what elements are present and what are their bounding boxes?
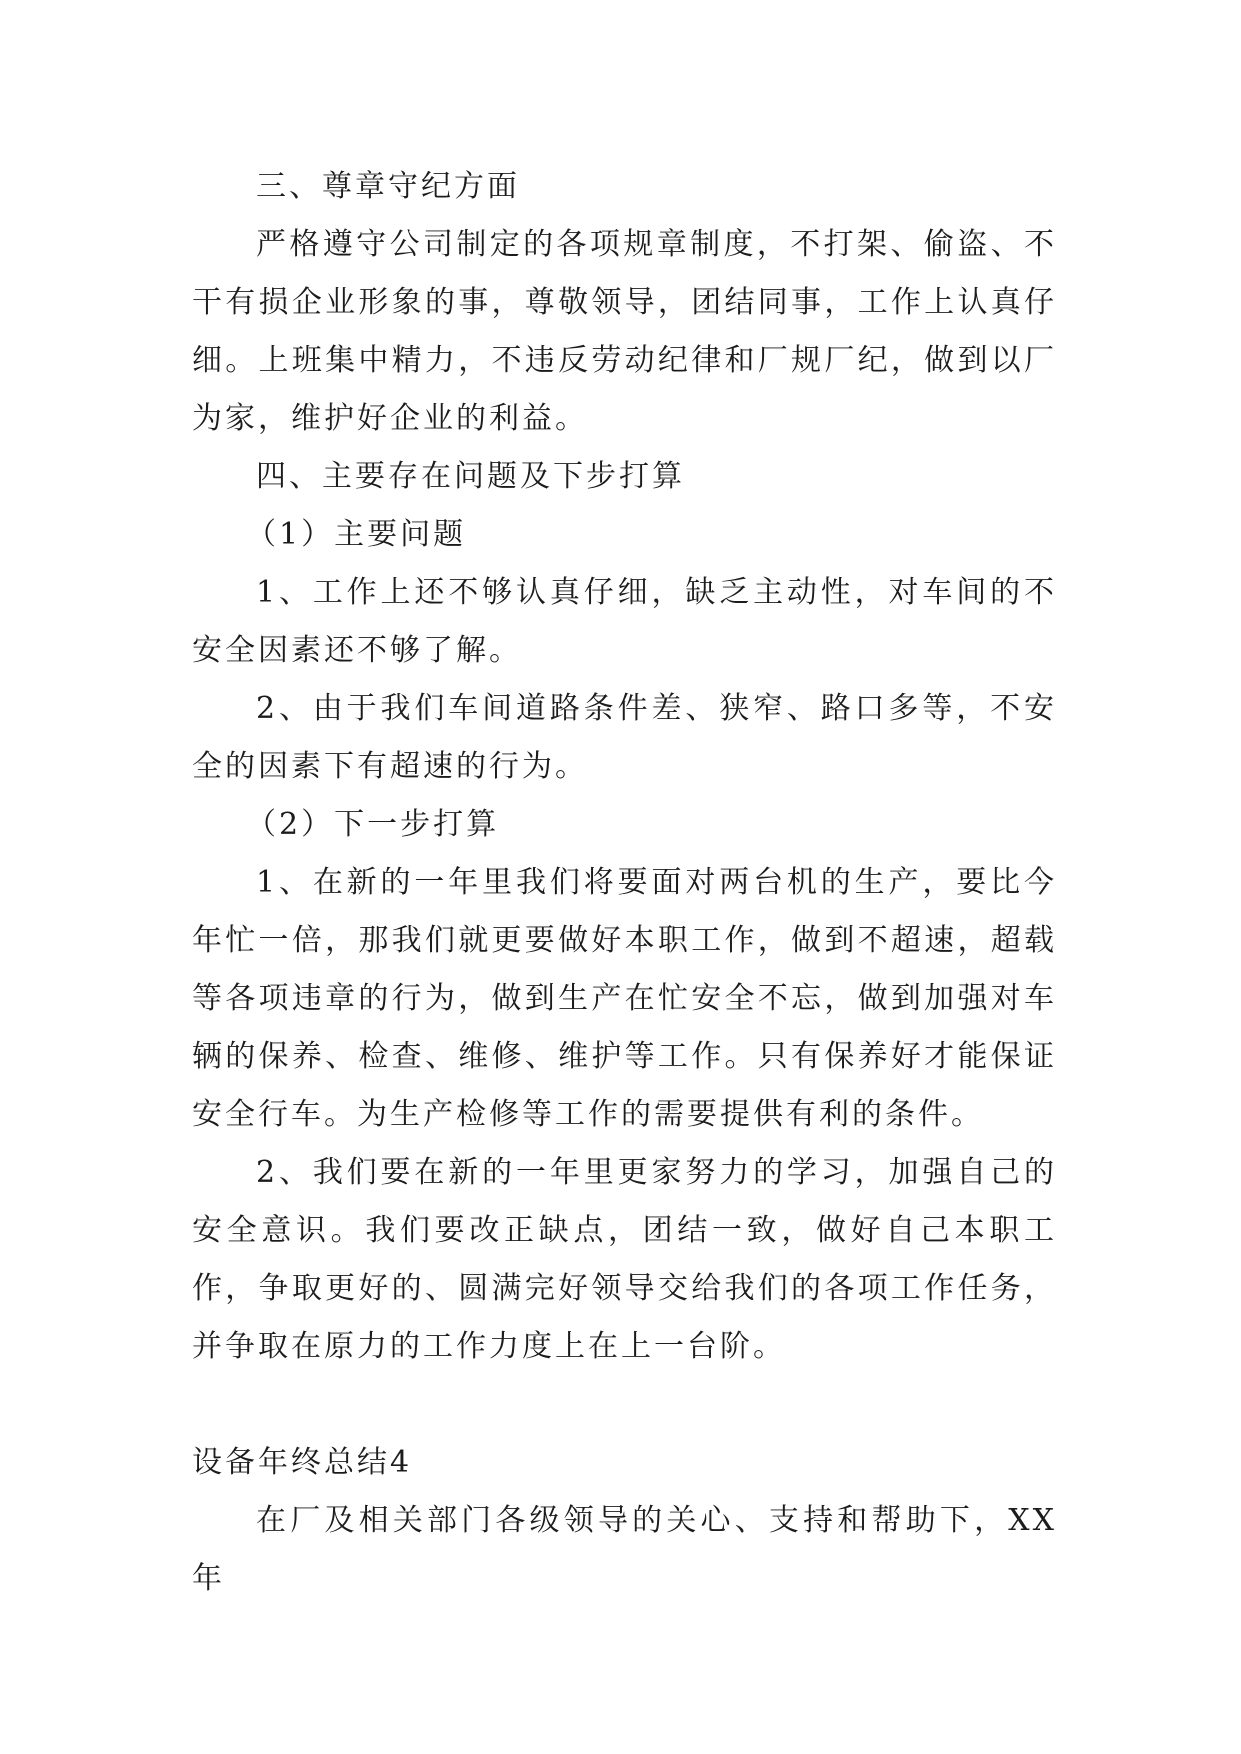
document-body bbox=[192, 158, 1057, 1608]
section-heading-discipline: 三、尊章守纪方面 bbox=[256, 169, 520, 204]
next-section-title: 设备年终总结4 bbox=[192, 1445, 413, 1480]
next-section-first-line: 在厂及相关部门各级领导的关心、支持和帮助下，XX年 bbox=[192, 1503, 1057, 1596]
subheading-next-plans: （2）下一步打算 bbox=[246, 807, 500, 842]
paragraph-problem-2: 2、由于我们车间道路条件差、狭窄、路口多等，不安全的因素下有超速的行为。 bbox=[192, 691, 1057, 784]
section-heading-problems-plans: 四、主要存在问题及下步打算 bbox=[256, 459, 685, 494]
paragraph-problem-1: 1、工作上还不够认真仔细，缺乏主动性，对车间的不安全因素还不够了解。 bbox=[192, 575, 1057, 668]
paragraph-plan-1: 1、在新的一年里我们将要面对两台机的生产，要比今年忙一倍，那我们就更要做好本职工作，做到不超速，超载等各项违章的行为，做到生产在忙安全不忘，做到加强对车辆的保养、检查、维修、维护等工作。只有保养好才能保证安全行车。为生产检修等工作的需要提供有利的条件。 bbox=[192, 865, 1057, 1132]
paragraph-discipline: 严格遵守公司制定的各项规章制度，不打架、偷盗、不干有损企业形象的事，尊敬领导，团结同事，工作上认真仔细。上班集中精力，不违反劳动纪律和厂规厂纪，做到以厂为家，维护好企业的利益。 bbox=[192, 227, 1057, 436]
paragraph-plan-2: 2、我们要在新的一年里更家努力的学习，加强自己的安全意识。我们要改正缺点，团结一致，做好自己本职工作，争取更好的、圆满完好领导交给我们的各项工作任务，并争取在原力的工作力度上在上一台阶。 bbox=[192, 1155, 1057, 1364]
subheading-main-problems: （1）主要问题 bbox=[246, 517, 467, 552]
